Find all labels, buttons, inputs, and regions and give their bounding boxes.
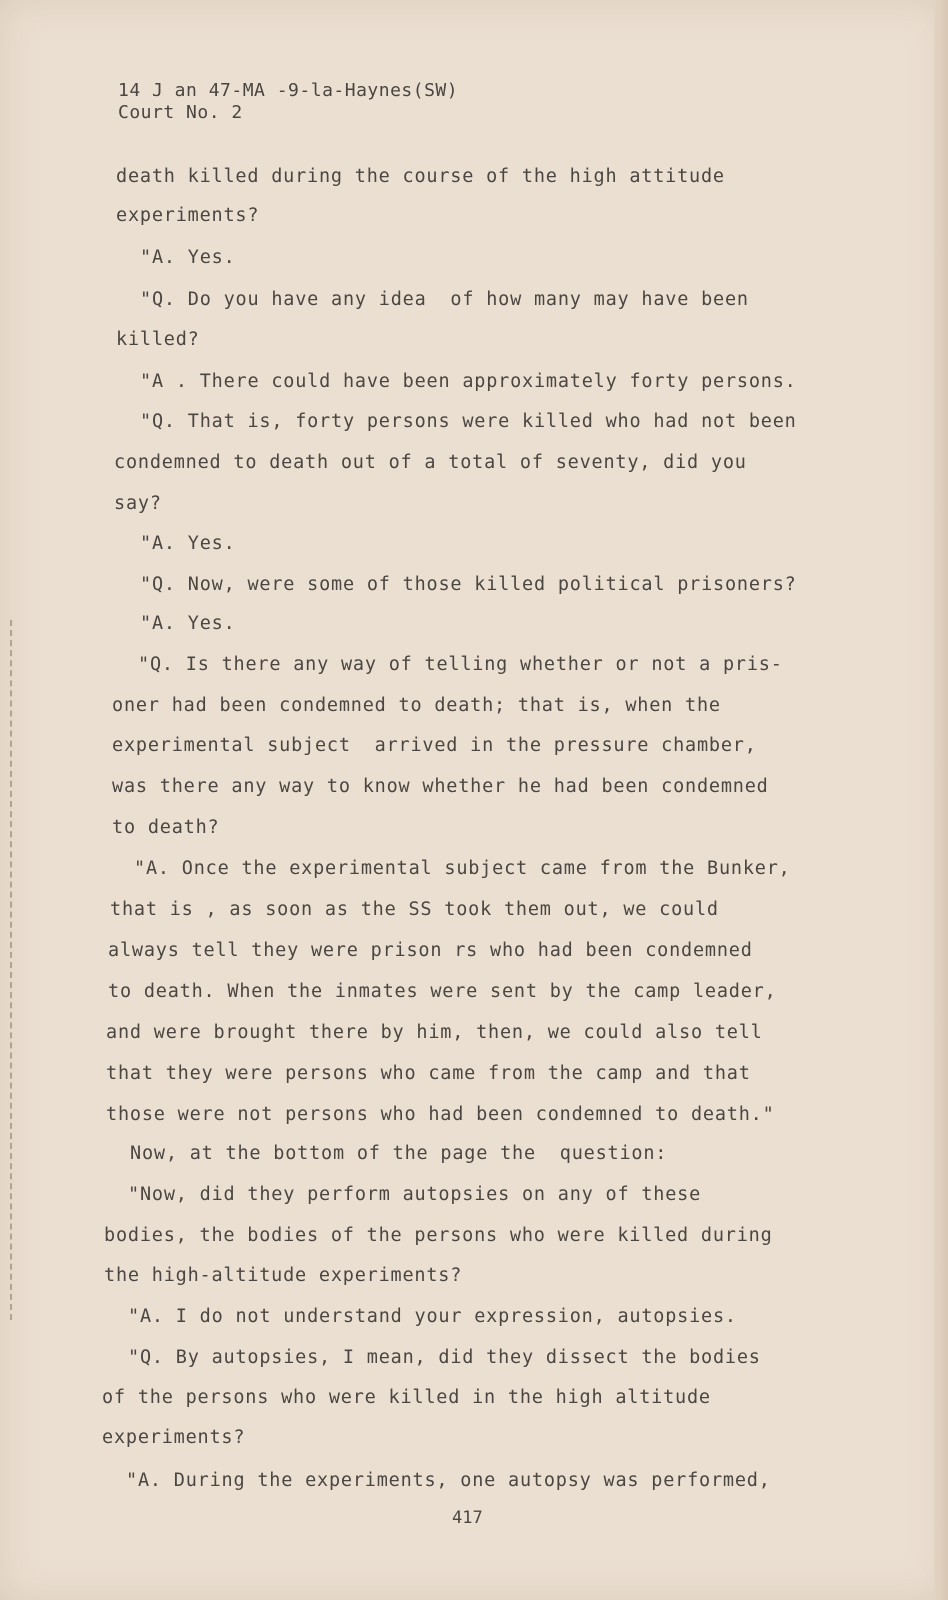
text-line: "A. Yes.	[140, 613, 236, 634]
header-line-session: 14 J an 47-MA -9-la-Haynes(SW)	[118, 80, 459, 101]
text-line: "A. Yes.	[140, 533, 236, 554]
text-line: that is , as soon as the SS took them out, we could	[110, 899, 719, 920]
text-line: "Q. By autopsies, I mean, did they dissect the bodies	[128, 1347, 761, 1368]
text-line: "A . There could have been approximately forty persons.	[140, 371, 797, 392]
document-header	[118, 80, 458, 124]
text-line: to death?	[112, 817, 220, 838]
text-line: and were brought there by him, then, we could also tell	[106, 1022, 763, 1043]
text-line: of the persons who were killed in the high altitude	[102, 1387, 711, 1408]
text-line: "A. Once the experimental subject came from the Bunker,	[134, 858, 791, 879]
text-line: "Now, did they perform autopsies on any of these	[128, 1184, 702, 1205]
text-line: to death. When the inmates were sent by the camp leader,	[108, 981, 777, 1002]
text-line: "A. I do not understand your expression, autopsies.	[128, 1306, 737, 1327]
text-line: experimental subject arrived in the pressure chamber,	[112, 735, 757, 756]
text-line: "Q. Do you have any idea of how many may have been	[140, 289, 749, 310]
header-line-court: Court No. 2	[118, 102, 243, 123]
text-line: that they were persons who came from the camp and that	[106, 1063, 751, 1084]
text-line: bodies, the bodies of the persons who were killed during	[104, 1225, 773, 1246]
text-line: death killed during the course of the high attitude	[116, 166, 725, 187]
text-line: "A. Yes.	[140, 247, 236, 268]
text-line: experiments?	[116, 205, 260, 226]
torn-binding-edge	[0, 620, 12, 1320]
text-line: condemned to death out of a total of seventy, did you	[114, 452, 747, 473]
text-line: those were not persons who had been condemned to death."	[106, 1104, 775, 1125]
text-line: oner had been condemned to death; that is, when the	[112, 695, 721, 716]
text-line: Now, at the bottom of the page the question:	[130, 1143, 668, 1164]
text-line: experiments?	[102, 1427, 246, 1448]
text-line: say?	[114, 493, 162, 514]
page-edge	[934, 0, 948, 1600]
text-line: "Q. Now, were some of those killed political prisoners?	[140, 574, 797, 595]
text-line: the high-altitude experiments?	[104, 1265, 463, 1286]
text-line: "Q. That is, forty persons were killed who had not been	[140, 411, 797, 432]
text-line: "A. During the experiments, one autopsy was performed,	[126, 1470, 771, 1491]
text-line: always tell they were prison rs who had been condemned	[108, 940, 753, 961]
text-line: killed?	[116, 329, 200, 350]
text-line: "Q. Is there any way of telling whether or not a pris-	[138, 654, 783, 675]
page-number: 417	[452, 1508, 483, 1528]
text-line: was there any way to know whether he had been condemned	[112, 776, 769, 797]
